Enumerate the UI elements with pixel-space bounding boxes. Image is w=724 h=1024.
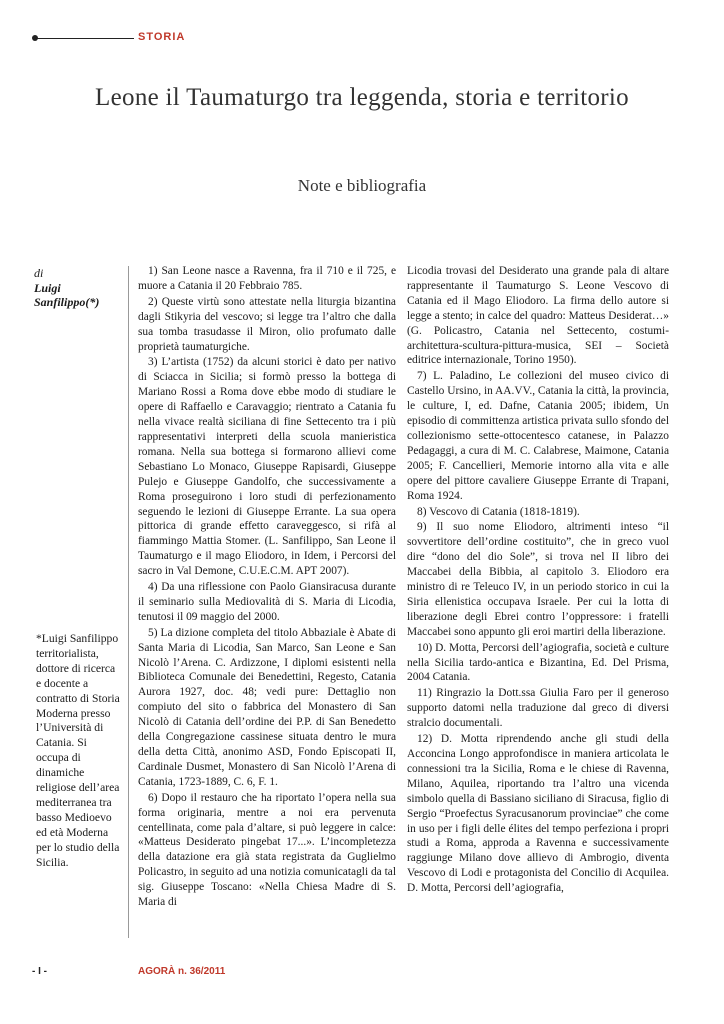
note-paragraph: 7) L. Paladino, Le collezioni del museo civico di Castello Ursino, in AA.VV., Catania la città, la provincia, le culture, I, ed. Dafne, Catania 2005; ibidem, Un episodio di committenza artistica privata sullo sfondo del collezionismo sette-ottocentesco catanese, in Palazzo Pedagaggi, a cura di M. C. Calabrese, Maimone, Catania 2005; F. Cancellieri, Memorie intorno alla vita e alle opere del pittore cavaliere Giuseppe Errante di Trapani, Roma 1924. — [407, 370, 669, 502]
note-paragraph: 2) Queste virtù sono attestate nella liturgia bizantina dagli Stikyria del vescovo; si legge tra l’altro che dalla sua tomba trasudasse il Miron, olio profumato dalle proprietà taumaturgiche. — [138, 295, 396, 353]
article-subtitle: Note e bibliografia — [297, 176, 427, 195]
note-paragraph: 5) La dizione completa del titolo Abbaziale è Abate di Santa Maria di Licodia, San Marco, San Leone e San Nicolò l’Arena. C. Ardizzone, I diplomi esistenti nella Biblioteca Comunale dei Benedettini, Regesto, Catania Aurora 1927, doc. 48; vedi pure: Dettaglio non compiuto del sito o fabbrica del Monastero di San Nicolò di Catania dell’ordine dei P.P. di San Benedetto della Congregazione cassinese situata dentro le mura della detta Città, anonimo ASD, Fondo Episcopati II, Cardinale Dusmet, Monastero di San Nicolò l’Arena di Catania, 1723-1889, C. 6, F. 1. — [138, 626, 396, 788]
note-paragraph: 6) Dopo il restauro che ha riportato l’opera nella sua forma originaria, mentre a noi era pervenuta centellinata, come pala d’altare, si può leggere in calce: «Matteus Desiderato pingebat 17...». L’incompletezza della datazione era già stata registrata da Guglielmo Policastro, in seguito ad una notizia comunicatagli da tal sig. Giuseppe Toscano: «Nella Chiesa Madre di S. Maria di — [138, 791, 396, 909]
note-paragraph-continued: Licodia trovasi del Desiderato una grande pala di altare rappresentante il Taumaturgo S. Leone Vescovo di Catania ed il Mago Eliodoro. La firma dello autore si legge a stento; in calce del quadro: Matteus Desiderat…» (G. Policastro, Catania nel Settecento, costumi-architettura-scultura-pittura-musica, SEI – Società editrice internazionale, Torino 1950). — [407, 265, 669, 367]
notes-column-right — [407, 264, 669, 897]
article-title: Leone il Taumaturgo tra leggenda, storia e territorio — [95, 84, 629, 111]
note-paragraph: 11) Ringrazio la Dott.ssa Giulia Faro per il generoso supporto datomi nella traduzione dal greco di diversi stralcio documentali. — [407, 687, 669, 730]
note-paragraph: 9) Il suo nome Eliodoro, altrimenti inteso “il sovvertitore dell’ordine costituito”, che in greco vuol dire “dono del dio Sole”, si trova nel II libro dei Maccabei della Bibbia, al capitolo 3. Eliodoro era ministro di re Teleuco IV, in un periodo storico in cui la Siria ellenistica occupava Israele. Per cui la lotta di liberazione degli Ebrei contro l’oppressore: i fratelli Maccabei sono appunto gli eroi martiri della liberazione. — [407, 521, 669, 638]
header-rule — [34, 38, 134, 39]
author-name: Luigi Sanfilippo(*) — [34, 280, 100, 309]
note-paragraph: 3) L’artista (1752) da alcuni storici è dato per nativo di Sciacca in Sicilia; si formò presso la bottega di Mariano Rossi a Roma dove ebbe modo di studiare le opere di Raffaello e Caravaggio; rientrato a Catania fu nella vivace realtà siciliana di fine Settecento tra i più rappresentativi interpreti della scuola manieristica romana. Nella sua bottega si formarono allievi come Sebastiano Lo Monaco, Giuseppe Rapisardi, Giuseppe Pulejo e Giuseppe Gandolfo, che successivamente a Roma proseguirono i loro studi di perfezionamento seguendo le lezioni di Giuseppe Errante. La sua opera pittorica di grande effetto caraveggesco, si rifà al fiammingo Mattia Stomer. (L. Sanfilippo, San Leone il Taumaturgo e il mago Eliodoro, in Idem, i Percorsi del sacro in Val Demone, C.U.E.C.M. APT 2007). — [138, 356, 396, 578]
magazine-issue: AGORÀ n. 36/2011 — [138, 966, 226, 977]
byline — [34, 266, 118, 310]
note-paragraph: 12) D. Motta riprendendo anche gli studi della Acconcina Longo approfondisce in maniera articolata le connessioni tra la Sicilia, Roma e le chiese di Ravenna, Milano, Aquilea, riportando tra l’altro una vicenda simbolo quella di Bassiano siciliano di Siracusa, figlio di Sergio “Proefectus Syracusanorum provinciae” che come in uso per i figli delle élites del tempo perfeziona i propri studi a Roma, approda a Ravenna e successivamente raggiunge Milano dove allievo di Ambrogio, diventa Vescovo di Lodi e protagonista del Concilio di Acquilea. D. Motta, Percorsi dell’agiografia, — [407, 733, 669, 895]
page-number: - I - — [32, 966, 47, 977]
author-note: *Luigi Sanfilippo territorialista, dottore di ricerca e docente a contratto di Storia Moderna presso l’Università di Catania. Si occupa di dinamiche religiose dell’area mediterranea tra basso Medioevo ed età Moderna per lo studio della Sicilia. — [36, 632, 120, 869]
notes-column-left — [138, 264, 396, 911]
note-paragraph: 10) D. Motta, Percorsi dell’agiografia, società e culture nella Sicilia tardo-antica e Bizantina, Ed. Del Prisma, 2004 Catania. — [407, 641, 669, 684]
note-paragraph: 8) Vescovo di Catania (1818-1819). — [417, 505, 580, 518]
note-paragraph: 1) San Leone nasce a Ravenna, fra il 710 e il 725, e muore a Catania il 20 Febbraio 785. — [138, 265, 396, 292]
column-divider — [128, 266, 129, 938]
note-paragraph: 4) Da una riflessione con Paolo Giansiracusa durante il seminario sulla Mediovalità di S. Maria di Licodia, tenutosi il 09 maggio del 2000. — [138, 581, 396, 623]
byline-prefix: di — [34, 266, 44, 280]
section-label: STORIA — [138, 31, 186, 43]
